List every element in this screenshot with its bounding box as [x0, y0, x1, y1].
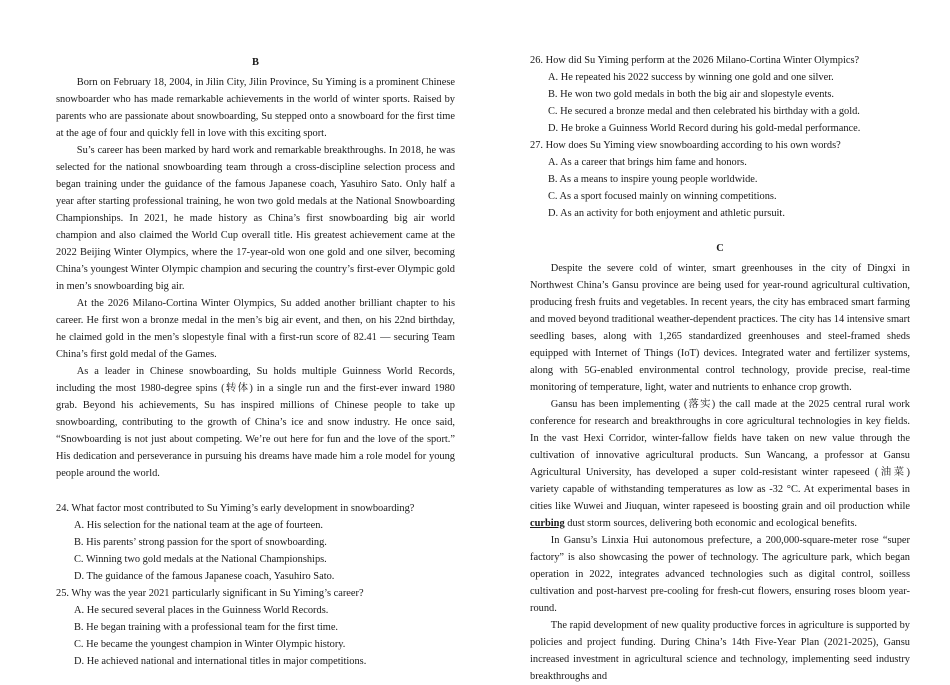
passage-c-paragraph-4: The rapid development of new quality productive forces in agriculture is supported by policies and project funding. During China’s 14th Five-Year Plan (2021-2025), Gansu increased investment in agricultural science and technology, implementing seed industry breakthroughs and: [530, 620, 910, 682]
option-a: A. His selection for the national team at the age of fourteen.: [74, 520, 323, 531]
option-a: A. He secured several places in the Guinness World Records.: [74, 605, 329, 616]
right-column: [475, 0, 950, 682]
underlined-word: curbing: [530, 518, 565, 529]
option-d: D. He achieved national and international titles in major competitions.: [74, 656, 367, 667]
section-label-c: C: [716, 243, 724, 254]
question-27: [530, 137, 910, 222]
section-label-b: B: [252, 57, 259, 68]
question-stem: 27. How does Su Yiming view snowboarding according to his own words?: [530, 140, 841, 151]
option-b: B. His parents’ strong passion for the sport of snowboarding.: [74, 537, 327, 548]
left-column: [0, 0, 475, 672]
option-b: B. He began training with a professional team for the first time.: [74, 622, 339, 633]
question-25: [56, 585, 455, 670]
passage-b-paragraph-4: As a leader in Chinese snowboarding, Su holds multiple Guinness World Records, including the most 1980-degree spins (转体) in a single run and the first-ever inward 1980 grab. Beyond his achievements, Su has inspired millions of Chinese people to take up snowboarding, contributing to the growth of China’s ice and snow industry. He once said, “Snowboarding is not just about competing. We’re out here for fun and the love of the sport.” His dedication and perseverance in pursuing his dreams have made him a role model for young people around the world.: [56, 366, 455, 479]
question-26: [530, 52, 910, 137]
passage-b-paragraph-1: Born on February 18, 2004, in Jilin City, Jilin Province, Su Yiming is a prominent Chinese snowboarder who has made remarkable achievements in the world of winter sports. Raised by parents who are passionate about snowboarding, Su stepped onto a snowboard for the first time at the age of four and quickly fell in love with this exciting sport.: [56, 77, 455, 139]
passage-b-paragraph-2: Su’s career has been marked by hard work and remarkable breakthroughs. In 2018, he was selected for the national snowboarding team through a cross-discipline selection process and began training under the guidance of the famous Japanese coach, Yasuhiro Sato. Only half a year after starting professional training, he won two gold medals at the National Snowboarding Championships. In 2021, he made history as China’s first snowboarding big air world champion and also claimed the World Cup overall title. His greatest achievement came at the 2022 Beijing Winter Olympics, where the 17-year-old won one gold and one silver, becoming China’s youngest Winter Olympic champion and securing the country’s first-ever Olympic gold in men’s snowboarding big air.: [56, 145, 455, 292]
option-b: B. As a means to inspire young people worldwide.: [548, 174, 758, 185]
option-c: C. He secured a bronze medal and then celebrated his birthday with a gold.: [548, 106, 860, 117]
option-b: B. He won two gold medals in both the big air and slopestyle events.: [548, 89, 834, 100]
option-c: C. As a sport focused mainly on winning competitions.: [548, 191, 777, 202]
option-d: D. He broke a Guinness World Record during his gold-medal performance.: [548, 123, 861, 134]
question-stem: 24. What factor most contributed to Su Yiming’s early development in snowboarding?: [56, 503, 415, 514]
option-d: D. The guidance of the famous Japanese coach, Yasuhiro Sato.: [74, 571, 335, 582]
option-c: C. He became the youngest champion in Winter Olympic history.: [74, 639, 346, 650]
option-a: A. He repeated his 2022 success by winning one gold and one silver.: [548, 72, 834, 83]
passage-b-paragraph-3: At the 2026 Milano-Cortina Winter Olympics, Su added another brilliant chapter to his career. He first won a bronze medal in the men’s big air event, and then, on his 22nd birthday, he claimed gold in the men’s slopestyle final with a first-run score of 82.41 — securing Team China’s first gold medal of the Games.: [56, 298, 455, 360]
right-content: [530, 52, 910, 685]
passage-c-paragraph-3: In Gansu’s Linxia Hui autonomous prefecture, a 200,000-square-meter rose “super factory” is also showcasing the power of technology. The agriculture park, which began operation in 2022, integrates advanced technologies such as digital control, soilless cultivation and post-harvest pre-cooling for fresh-cut flowers, ensuring roses bloom year-round.: [530, 535, 910, 614]
question-stem: 26. How did Su Yiming perform at the 2026 Milano-Cortina Winter Olympics?: [530, 55, 860, 66]
paragraph-text: dust storm sources, delivering both economic and ecological benefits.: [564, 518, 857, 529]
question-stem: 25. Why was the year 2021 particularly significant in Su Yiming’s career?: [56, 588, 364, 599]
question-24: [56, 500, 455, 585]
option-a: A. As a career that brings him fame and honors.: [548, 157, 747, 168]
option-c: C. Winning two gold medals at the National Championships.: [74, 554, 327, 565]
passage-c-paragraph-2: [530, 396, 910, 532]
passage-b: [56, 54, 455, 670]
option-d: D. As an activity for both enjoyment and athletic pursuit.: [548, 208, 785, 219]
paragraph-text: Gansu has been implementing (落实) the call made at the 2025 central rural work conference for research and breakthroughs in core agricultural technologies in key fields. In the vast Hexi Corridor, winter-fallow fields have taken on new value through the cultivation of innovative agricultural products. Sun Wancang, a professor at Gansu Agricultural University, has developed a super cold-resistant winter rapeseed (油菜) variety capable of withstanding temperatures as low as -32 °C. At experimental bases in cities like Wuwei and Jiuquan, winter rapeseed is boosting grain and oil production while: [530, 399, 910, 512]
passage-c-paragraph-1: Despite the severe cold of winter, smart greenhouses in the city of Dingxi in Northwest China’s Gansu province are being used for year-round agricultural cultivation, producing fresh fruits and vegetables. In recent years, the city has embraced smart farming and moved beyond traditional weather-dependent practices. The city has 14 intensive smart seedling bases, along with 1,265 standardized greenhouses and steel-framed sheds equipped with Internet of Things (IoT) devices. Integrated water and fertilizer systems, along with 5G-enabled environmental control technology, provide precise, real-time monitoring of temperature, light, water and nutrients to enhance crop growth.: [530, 263, 910, 393]
